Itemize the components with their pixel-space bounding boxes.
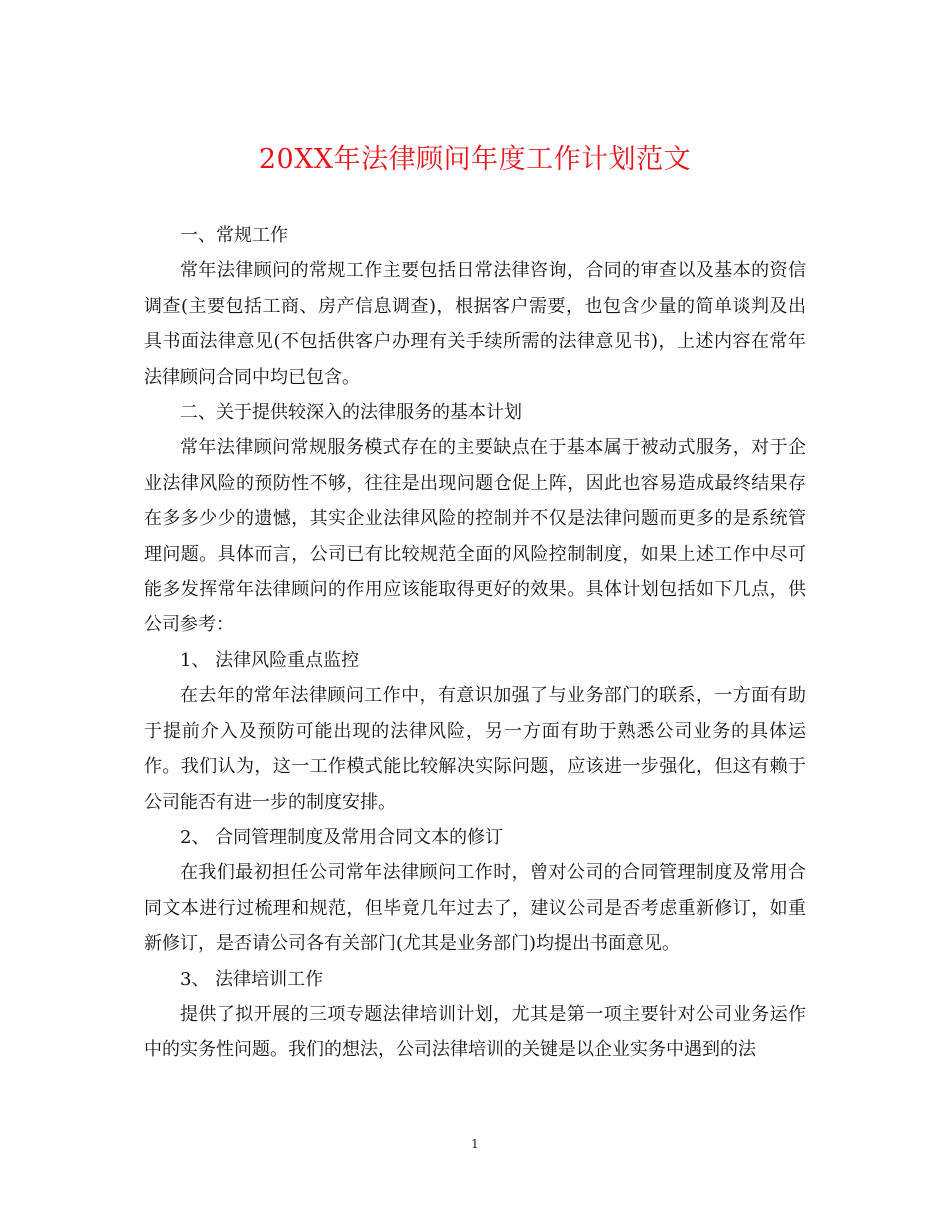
section-heading-in-depth-services: 二、关于提供较深入的法律服务的基本计划 (180, 402, 522, 424)
paragraph-risk-monitoring: 在去年的常年法律顾问工作中，有意识加强了与业务部门的联系，一方面有助于提前介入及预防可能出现的法律风险，另一方面有助于熟悉公司业务的具体运作。我们认为，这一工作模式能比较解决实际问题，应该进一步强化，但这有赖于公司能否有进一步的制度安排。 (144, 685, 806, 813)
subheading-legal-training: 3、 法律培训工作 (180, 968, 324, 990)
subheading-contract-revision: 2、 合同管理制度及常用合同文本的修订 (180, 826, 504, 848)
document-body (144, 218, 806, 1068)
page-number: 1 (471, 1137, 479, 1151)
paragraph-legal-training: 提供了拟开展的三项专题法律培训计划，尤其是第一项主要针对公司业务运作中的实务性问题。我们的想法，公司法律培训的关键是以企业实务中遇到的法 (144, 1003, 806, 1061)
subheading-risk-monitoring: 1、 法律风险重点监控 (180, 649, 360, 671)
paragraph-in-depth-services: 常年法律顾问常规服务模式存在的主要缺点在于基本属于被动式服务，对于企业法律风险的预防性不够，往往是出现问题仓促上阵，因此也容易造成最终结果存在多多少少的遗憾，其实企业法律风险的控制并不仅是法律问题而更多的是系统管理问题。具体而言，公司已有比较规范全面的风险控制制度，如果上述工作中尽可能多发挥常年法律顾问的作用应该能取得更好的效果。具体计划包括如下几点，供公司参考： (144, 437, 806, 636)
paragraph-routine-work: 常年法律顾问的常规工作主要包括日常法律咨询，合同的审查以及基本的资信调查(主要包括工商、房产信息调查)，根据客户需要，也包含少量的简单谈判及出具书面法律意见(不包括供客户办理有关手续所需的法律意见书)，上述内容在常年法律顾问合同中均已包含。 (144, 260, 806, 388)
document-title: 20XX年法律顾问年度工作计划范文 (258, 144, 692, 175)
paragraph-contract-revision: 在我们最初担任公司常年法律顾问工作时，曾对公司的合同管理制度及常用合同文本进行过梳理和规范，但毕竟几年过去了，建议公司是否考虑重新修订，如重新修订，是否请公司各有关部门(尤其是业务部门)均提出书面意见。 (144, 862, 806, 955)
section-heading-routine-work: 一、常规工作 (180, 225, 288, 246)
